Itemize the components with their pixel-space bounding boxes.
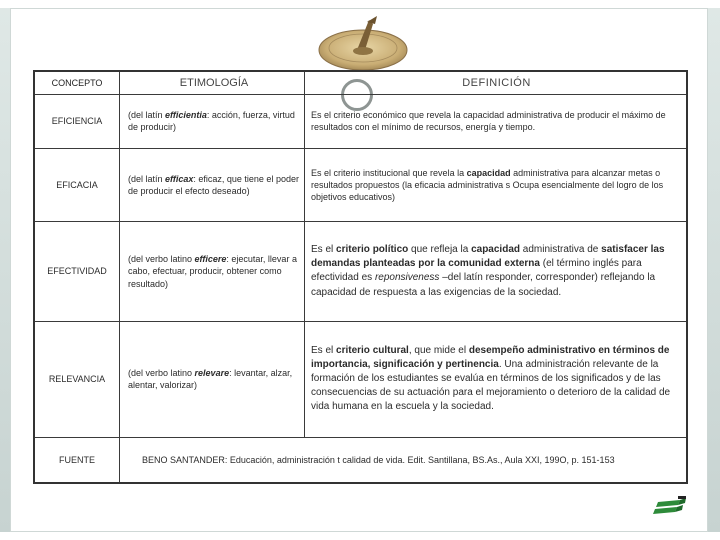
table-header-row bbox=[34, 71, 687, 95]
concept-cell: EFICIENCIA bbox=[34, 95, 120, 148]
logo-icon bbox=[652, 496, 688, 518]
etymology-cell: (del verbo latino relevare: levantar, alzar, alentar, valorizar) bbox=[120, 321, 305, 437]
concept-cell: RELEVANCIA bbox=[34, 321, 120, 437]
sundial-image bbox=[317, 14, 409, 72]
header-definicion: DEFINICIÓN bbox=[305, 71, 688, 95]
definition-cell: Es el criterio económico que revela la capacidad administrativa de producir el máximo de resultados con el mínimo de recursos, energía y tiempo. bbox=[305, 95, 688, 148]
concept-table bbox=[33, 70, 688, 484]
table-row bbox=[34, 321, 687, 437]
right-decor-bar bbox=[708, 8, 720, 532]
etymology-cell: (del latín efficax: eficaz, que tiene el poder de producir el efecto deseado) bbox=[120, 148, 305, 222]
source-label: FUENTE bbox=[34, 437, 120, 483]
header-concepto: CONCEPTO bbox=[34, 71, 120, 95]
etymology-cell: (del verbo latino efficere: ejecutar, llevar a cabo, efectuar, producir, obtener como resultado) bbox=[120, 222, 305, 322]
etymology-cell: (del latín efficientia: acción, fuerza, virtud de producir) bbox=[120, 95, 305, 148]
table-row bbox=[34, 148, 687, 222]
concept-cell: EFICACIA bbox=[34, 148, 120, 222]
definition-cell: Es el criterio cultural, que mide el desempeño administrativo en términos de importancia, significación y pertinencia. Una administración relevante de la formación de los estudiantes se evalúa en términos de los significados y de las consecuencias de su actuación para el mejoramiento o deterioro de la calidad de vida humana en la escuela y la sociedad. bbox=[305, 321, 688, 437]
header-etimologia: ETIMOLOGÍA bbox=[120, 71, 305, 95]
definition-cell: Es el criterio político que refleja la capacidad administrativa de satisfacer las demandas planteadas por la comunidad externa (el término inglés para efectividad es reponsiveness –del latín responder, corresponder) reflejando la capacidad de respuesta a las exigencias de la sociedad. bbox=[305, 222, 688, 322]
source-text: BENO SANTANDER: Educación, administración t calidad de vida. Edit. Santillana, BS.As., Aula XXI, 199O, p. 151-153 bbox=[120, 437, 688, 483]
table-row bbox=[34, 95, 687, 148]
source-row bbox=[34, 437, 687, 483]
concept-cell: EFECTIVIDAD bbox=[34, 222, 120, 322]
table-row bbox=[34, 222, 687, 322]
definition-cell: Es el criterio institucional que revela la capacidad administrativa para alcanzar metas o resultados propuestos (la eficacia administrativa s Ocupa esencialmente del logro de los objetivos educativos) bbox=[305, 148, 688, 222]
